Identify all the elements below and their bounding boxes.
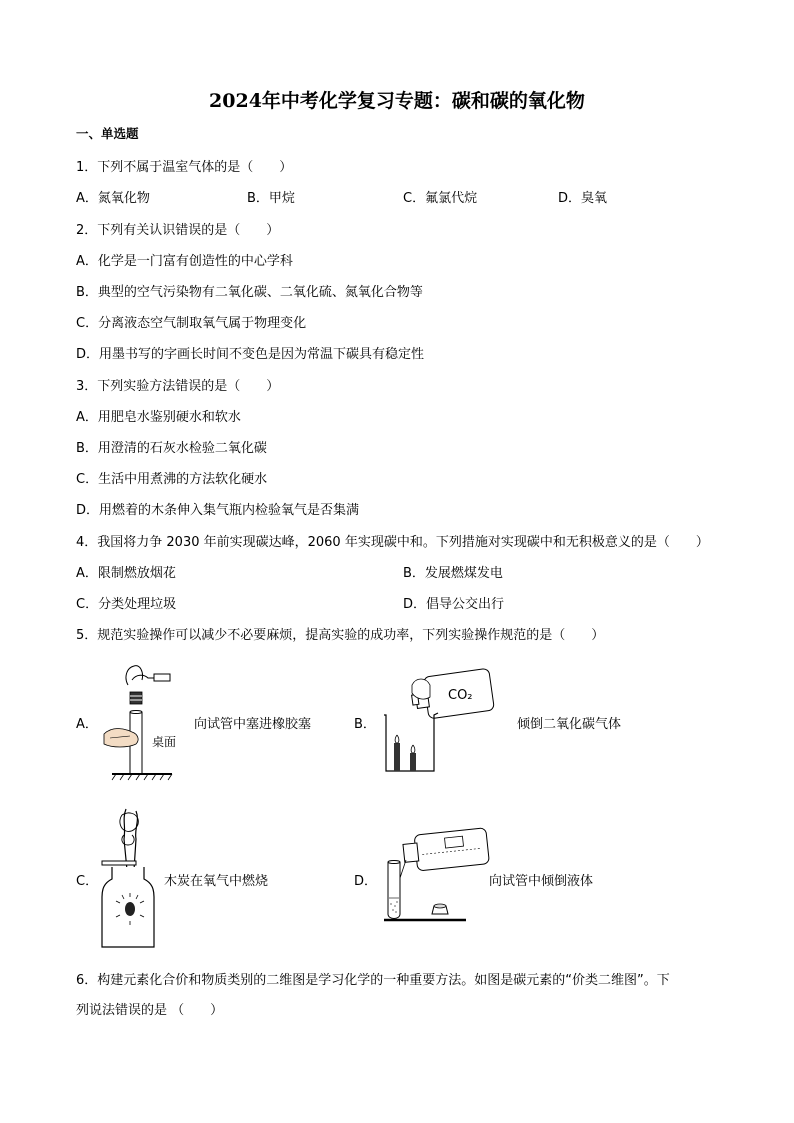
question-2-stem: 2．下列有关认识错误的是（ ）	[76, 223, 280, 238]
question-1-option-a: A．氮氧化物	[76, 191, 150, 206]
question-5-option-d-caption: 向试管中倾倒液体	[489, 874, 594, 889]
question-3-option-a: A．用肥皂水鉴别硬水和软水	[76, 410, 241, 425]
pour-liquid-figure	[376, 822, 496, 932]
question-3-option-b: B．用澄清的石灰水检验二氧化碳	[76, 441, 267, 456]
question-1-stem: 1．下列不属于温室气体的是（ ）	[76, 160, 293, 175]
question-2-option-c: C．分离液态空气制取氧气属于物理变化	[76, 316, 307, 331]
question-5-option-d-letter: D．	[354, 874, 378, 889]
charcoal-burning-figure	[96, 805, 164, 950]
question-4-option-c: C．分类处理垃圾	[76, 597, 177, 612]
question-3-option-d: D．用燃着的木条伸入集气瓶内检验氧气是否集满	[76, 503, 360, 518]
question-1-option-b: B．甲烷	[247, 191, 295, 206]
pour-co2-figure	[376, 665, 496, 777]
question-2-option-a: A．化学是一门富有创造性的中心学科	[76, 254, 293, 269]
question-4-stem: 4．我国将力争 2030 年前实现碳达峰，2060 年实现碳中和。下列措施对实现碳中和无积极意义的是（ ）	[76, 535, 709, 550]
page-title: 2024年中考化学复习专题：碳和碳的氧化物	[209, 90, 585, 112]
section-heading: 一、单选题	[76, 126, 139, 141]
question-5-option-a-letter: A．	[76, 717, 98, 732]
desk-label: 桌面	[152, 735, 177, 749]
question-5-option-b-caption: 倾倒二氧化碳气体	[517, 717, 622, 732]
insert-stopper-figure	[96, 660, 196, 785]
question-2-option-d: D．用墨书写的字画长时间不变色是因为常温下碳具有稳定性	[76, 347, 425, 362]
question-4-option-a: A．限制燃放烟花	[76, 566, 176, 581]
question-2-option-b: B．典型的空气污染物有二氧化碳、二氧化硫、氮氧化合物等	[76, 285, 423, 300]
question-4-option-b: B．发展燃煤发电	[403, 566, 503, 581]
question-4-option-d: D．倡导公交出行	[403, 597, 505, 612]
question-6-stem-line-2: 列说法错误的是 （ ）	[76, 1003, 224, 1018]
question-5-option-a-caption: 向试管中塞进橡胶塞	[194, 717, 312, 732]
question-5-option-b-letter: B．	[354, 717, 376, 732]
question-3-stem: 3．下列实验方法错误的是（ ）	[76, 379, 280, 394]
question-5-option-c-caption: 木炭在氧气中燃烧	[164, 874, 269, 889]
question-5-stem: 5．规范实验操作可以减少不必要麻烦，提高实验的成功率，下列实验操作规范的是（ ）	[76, 628, 605, 643]
question-1-option-d: D．臭氧	[558, 191, 608, 206]
question-6-stem-line-1: 6．构建元素化合价和物质类别的二维图是学习化学的一种重要方法。如图是碳元素的“价类二维图”。下	[76, 973, 670, 988]
question-3-option-c: C．生活中用煮沸的方法软化硬水	[76, 472, 268, 487]
question-1-option-c: C．氟氯代烷	[403, 191, 478, 206]
co2-label: CO₂	[448, 688, 473, 703]
question-5-option-c-letter: C．	[76, 874, 99, 889]
